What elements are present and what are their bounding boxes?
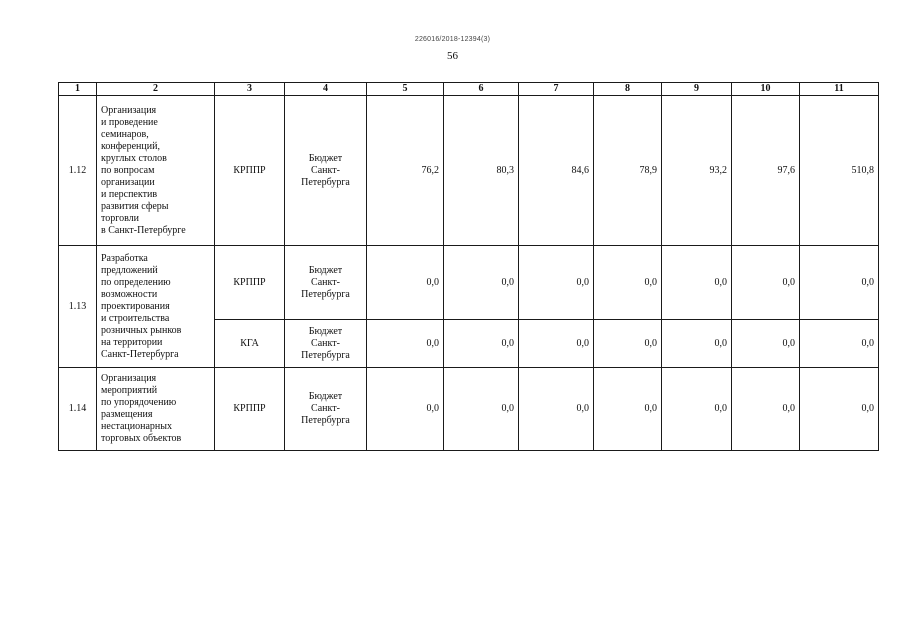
value-cell: 0,0 <box>732 368 800 451</box>
activity-name: Организация и проведение семинаров, конференций, круглых столов по вопросам организации и перспектив развития сферы торговли в Санкт-Петербурге <box>97 96 215 246</box>
column-header: 5 <box>367 83 444 96</box>
value-cell: 80,3 <box>444 96 519 246</box>
table-row <box>59 96 879 246</box>
value-cell: 0,0 <box>444 368 519 451</box>
value-cell: 0,0 <box>594 368 662 451</box>
value-cell: 0,0 <box>594 246 662 320</box>
document-registration-number: 226016/2018-12394(3) <box>414 36 491 43</box>
executor: КРППР <box>215 368 285 451</box>
activity-name: Разработка предложений по определению возможности проектирования и строительства розничных рынков на территории Санкт-Петербурга <box>97 246 215 368</box>
value-cell: 0,0 <box>662 368 732 451</box>
value-cell: 0,0 <box>367 368 444 451</box>
table-row <box>59 368 879 451</box>
value-cell: 0,0 <box>662 246 732 320</box>
value-cell: 0,0 <box>594 320 662 368</box>
value-cell: 84,6 <box>519 96 594 246</box>
column-header: 6 <box>444 83 519 96</box>
value-cell: 0,0 <box>800 320 879 368</box>
table-row <box>59 246 879 320</box>
page-number: 56 <box>447 50 458 62</box>
activity-name: Организация мероприятий по упорядочению размещения нестационарных торговых объектов <box>97 368 215 451</box>
value-cell: 97,6 <box>732 96 800 246</box>
executor: КРППР <box>215 246 285 320</box>
value-cell: 0,0 <box>367 246 444 320</box>
funding-source: Бюджет Санкт- Петербурга <box>285 96 367 246</box>
executor: КРППР <box>215 96 285 246</box>
column-header: 1 <box>59 83 97 96</box>
funding-source: Бюджет Санкт- Петербурга <box>285 320 367 368</box>
executor: КГА <box>215 320 285 368</box>
column-number-row <box>59 83 879 96</box>
value-cell: 0,0 <box>732 246 800 320</box>
funding-source: Бюджет Санкт- Петербурга <box>285 246 367 320</box>
funding-source: Бюджет Санкт- Петербурга <box>285 368 367 451</box>
row-number: 1.14 <box>59 368 97 451</box>
value-cell: 0,0 <box>732 320 800 368</box>
column-header: 7 <box>519 83 594 96</box>
value-cell: 510,8 <box>800 96 879 246</box>
value-cell: 76,2 <box>367 96 444 246</box>
column-header: 4 <box>285 83 367 96</box>
column-header: 9 <box>662 83 732 96</box>
program-activities-table <box>58 82 879 451</box>
row-number: 1.13 <box>59 246 97 368</box>
value-cell: 0,0 <box>444 320 519 368</box>
column-header: 11 <box>800 83 879 96</box>
column-header: 8 <box>594 83 662 96</box>
value-cell: 0,0 <box>662 320 732 368</box>
value-cell: 0,0 <box>519 320 594 368</box>
row-number: 1.12 <box>59 96 97 246</box>
column-header: 3 <box>215 83 285 96</box>
column-header: 10 <box>732 83 800 96</box>
value-cell: 0,0 <box>519 368 594 451</box>
value-cell: 0,0 <box>444 246 519 320</box>
value-cell: 0,0 <box>367 320 444 368</box>
value-cell: 0,0 <box>800 246 879 320</box>
value-cell: 93,2 <box>662 96 732 246</box>
column-header: 2 <box>97 83 215 96</box>
value-cell: 0,0 <box>800 368 879 451</box>
value-cell: 78,9 <box>594 96 662 246</box>
value-cell: 0,0 <box>519 246 594 320</box>
